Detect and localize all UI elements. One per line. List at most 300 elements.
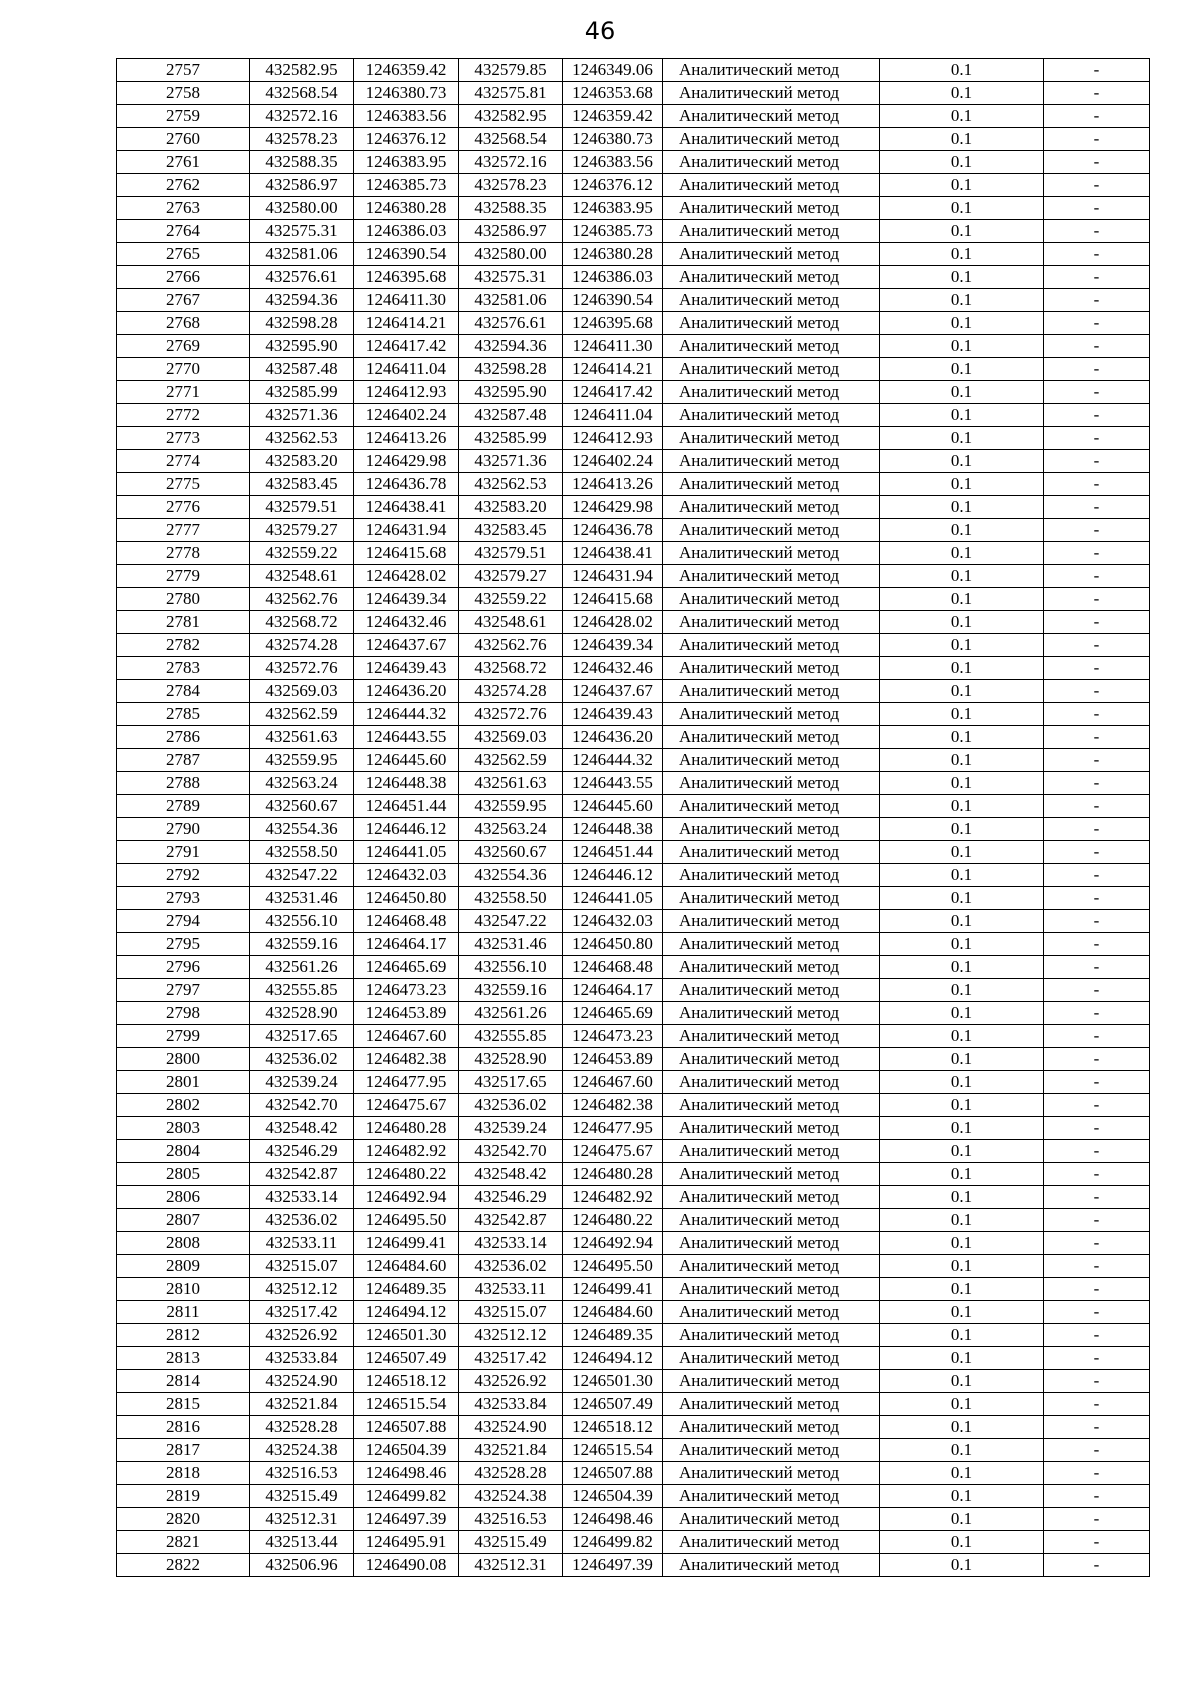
point-number-cell: 2811 [117, 1301, 250, 1324]
y-coordinate-cell: 1246504.39 [354, 1439, 459, 1462]
empty-mark-cell: - [1044, 588, 1150, 611]
table-row [117, 726, 1150, 749]
y-coordinate-cell: 1246411.30 [354, 289, 459, 312]
prev-x-coordinate-cell: 432526.92 [459, 1370, 563, 1393]
y-coordinate-cell: 1246415.68 [354, 542, 459, 565]
prev-x-coordinate-cell: 432588.35 [459, 197, 563, 220]
x-coordinate-cell: 432533.11 [250, 1232, 354, 1255]
empty-mark-cell: - [1044, 657, 1150, 680]
accuracy-cell: 0.1 [880, 680, 1044, 703]
x-coordinate-cell: 432506.96 [250, 1554, 354, 1577]
accuracy-cell: 0.1 [880, 657, 1044, 680]
accuracy-cell: 0.1 [880, 1278, 1044, 1301]
table-row [117, 588, 1150, 611]
prev-y-coordinate-cell: 1246507.88 [563, 1462, 663, 1485]
accuracy-cell: 0.1 [880, 1554, 1044, 1577]
accuracy-cell: 0.1 [880, 542, 1044, 565]
table-row [117, 1439, 1150, 1462]
prev-y-coordinate-cell: 1246411.30 [563, 335, 663, 358]
accuracy-cell: 0.1 [880, 404, 1044, 427]
empty-mark-cell: - [1044, 1255, 1150, 1278]
point-number-cell: 2759 [117, 105, 250, 128]
x-coordinate-cell: 432542.87 [250, 1163, 354, 1186]
table-row [117, 1094, 1150, 1117]
empty-mark-cell: - [1044, 1508, 1150, 1531]
prev-y-coordinate-cell: 1246415.68 [563, 588, 663, 611]
prev-x-coordinate-cell: 432585.99 [459, 427, 563, 450]
y-coordinate-cell: 1246499.82 [354, 1485, 459, 1508]
table-row [117, 59, 1150, 82]
point-number-cell: 2816 [117, 1416, 250, 1439]
x-coordinate-cell: 432563.24 [250, 772, 354, 795]
accuracy-cell: 0.1 [880, 174, 1044, 197]
point-number-cell: 2783 [117, 657, 250, 680]
prev-x-coordinate-cell: 432568.54 [459, 128, 563, 151]
empty-mark-cell: - [1044, 243, 1150, 266]
point-number-cell: 2767 [117, 289, 250, 312]
prev-y-coordinate-cell: 1246359.42 [563, 105, 663, 128]
method-cell: Аналитический метод [663, 542, 880, 565]
prev-y-coordinate-cell: 1246480.22 [563, 1209, 663, 1232]
x-coordinate-cell: 432578.23 [250, 128, 354, 151]
empty-mark-cell: - [1044, 887, 1150, 910]
prev-y-coordinate-cell: 1246499.82 [563, 1531, 663, 1554]
prev-y-coordinate-cell: 1246437.67 [563, 680, 663, 703]
prev-x-coordinate-cell: 432516.53 [459, 1508, 563, 1531]
table-row [117, 1278, 1150, 1301]
empty-mark-cell: - [1044, 427, 1150, 450]
empty-mark-cell: - [1044, 59, 1150, 82]
table-row [117, 404, 1150, 427]
point-number-cell: 2795 [117, 933, 250, 956]
x-coordinate-cell: 432548.61 [250, 565, 354, 588]
table-row [117, 749, 1150, 772]
x-coordinate-cell: 432526.92 [250, 1324, 354, 1347]
prev-x-coordinate-cell: 432569.03 [459, 726, 563, 749]
empty-mark-cell: - [1044, 450, 1150, 473]
prev-x-coordinate-cell: 432579.51 [459, 542, 563, 565]
empty-mark-cell: - [1044, 519, 1150, 542]
x-coordinate-cell: 432587.48 [250, 358, 354, 381]
x-coordinate-cell: 432528.28 [250, 1416, 354, 1439]
y-coordinate-cell: 1246495.50 [354, 1209, 459, 1232]
prev-y-coordinate-cell: 1246504.39 [563, 1485, 663, 1508]
point-number-cell: 2769 [117, 335, 250, 358]
empty-mark-cell: - [1044, 841, 1150, 864]
method-cell: Аналитический метод [663, 1186, 880, 1209]
method-cell: Аналитический метод [663, 174, 880, 197]
prev-y-coordinate-cell: 1246507.49 [563, 1393, 663, 1416]
point-number-cell: 2807 [117, 1209, 250, 1232]
y-coordinate-cell: 1246445.60 [354, 749, 459, 772]
prev-x-coordinate-cell: 432581.06 [459, 289, 563, 312]
method-cell: Аналитический метод [663, 795, 880, 818]
prev-y-coordinate-cell: 1246432.03 [563, 910, 663, 933]
method-cell: Аналитический метод [663, 105, 880, 128]
y-coordinate-cell: 1246439.34 [354, 588, 459, 611]
method-cell: Аналитический метод [663, 1485, 880, 1508]
method-cell: Аналитический метод [663, 59, 880, 82]
x-coordinate-cell: 432547.22 [250, 864, 354, 887]
prev-y-coordinate-cell: 1246482.92 [563, 1186, 663, 1209]
y-coordinate-cell: 1246477.95 [354, 1071, 459, 1094]
point-number-cell: 2814 [117, 1370, 250, 1393]
accuracy-cell: 0.1 [880, 1439, 1044, 1462]
point-number-cell: 2776 [117, 496, 250, 519]
empty-mark-cell: - [1044, 358, 1150, 381]
accuracy-cell: 0.1 [880, 381, 1044, 404]
table-row [117, 1531, 1150, 1554]
point-number-cell: 2805 [117, 1163, 250, 1186]
prev-y-coordinate-cell: 1246441.05 [563, 887, 663, 910]
table-row [117, 1163, 1150, 1186]
y-coordinate-cell: 1246429.98 [354, 450, 459, 473]
prev-y-coordinate-cell: 1246446.12 [563, 864, 663, 887]
x-coordinate-cell: 432513.44 [250, 1531, 354, 1554]
accuracy-cell: 0.1 [880, 703, 1044, 726]
x-coordinate-cell: 432598.28 [250, 312, 354, 335]
accuracy-cell: 0.1 [880, 59, 1044, 82]
accuracy-cell: 0.1 [880, 1117, 1044, 1140]
prev-x-coordinate-cell: 432563.24 [459, 818, 563, 841]
method-cell: Аналитический метод [663, 312, 880, 335]
table-row [117, 933, 1150, 956]
table-row [117, 1485, 1150, 1508]
y-coordinate-cell: 1246380.28 [354, 197, 459, 220]
accuracy-cell: 0.1 [880, 864, 1044, 887]
accuracy-cell: 0.1 [880, 496, 1044, 519]
x-coordinate-cell: 432562.53 [250, 427, 354, 450]
point-number-cell: 2793 [117, 887, 250, 910]
y-coordinate-cell: 1246412.93 [354, 381, 459, 404]
point-number-cell: 2770 [117, 358, 250, 381]
method-cell: Аналитический метод [663, 1508, 880, 1531]
y-coordinate-cell: 1246402.24 [354, 404, 459, 427]
point-number-cell: 2794 [117, 910, 250, 933]
table-row [117, 634, 1150, 657]
y-coordinate-cell: 1246436.20 [354, 680, 459, 703]
x-coordinate-cell: 432579.51 [250, 496, 354, 519]
prev-x-coordinate-cell: 432595.90 [459, 381, 563, 404]
point-number-cell: 2818 [117, 1462, 250, 1485]
table-row [117, 1462, 1150, 1485]
empty-mark-cell: - [1044, 1186, 1150, 1209]
empty-mark-cell: - [1044, 312, 1150, 335]
method-cell: Аналитический метод [663, 818, 880, 841]
prev-x-coordinate-cell: 432542.70 [459, 1140, 563, 1163]
prev-y-coordinate-cell: 1246451.44 [563, 841, 663, 864]
y-coordinate-cell: 1246439.43 [354, 657, 459, 680]
accuracy-cell: 0.1 [880, 1002, 1044, 1025]
table-row [117, 1140, 1150, 1163]
method-cell: Аналитический метод [663, 1347, 880, 1370]
table-row [117, 266, 1150, 289]
table-row [117, 657, 1150, 680]
method-cell: Аналитический метод [663, 1071, 880, 1094]
accuracy-cell: 0.1 [880, 933, 1044, 956]
prev-x-coordinate-cell: 432528.28 [459, 1462, 563, 1485]
x-coordinate-cell: 432586.97 [250, 174, 354, 197]
method-cell: Аналитический метод [663, 634, 880, 657]
prev-x-coordinate-cell: 432515.49 [459, 1531, 563, 1554]
y-coordinate-cell: 1246482.92 [354, 1140, 459, 1163]
accuracy-cell: 0.1 [880, 611, 1044, 634]
empty-mark-cell: - [1044, 1278, 1150, 1301]
accuracy-cell: 0.1 [880, 289, 1044, 312]
accuracy-cell: 0.1 [880, 105, 1044, 128]
prev-x-coordinate-cell: 432572.16 [459, 151, 563, 174]
method-cell: Аналитический метод [663, 151, 880, 174]
y-coordinate-cell: 1246411.04 [354, 358, 459, 381]
method-cell: Аналитический метод [663, 979, 880, 1002]
x-coordinate-cell: 432521.84 [250, 1393, 354, 1416]
empty-mark-cell: - [1044, 749, 1150, 772]
y-coordinate-cell: 1246441.05 [354, 841, 459, 864]
accuracy-cell: 0.1 [880, 910, 1044, 933]
y-coordinate-cell: 1246484.60 [354, 1255, 459, 1278]
accuracy-cell: 0.1 [880, 128, 1044, 151]
point-number-cell: 2775 [117, 473, 250, 496]
x-coordinate-cell: 432517.65 [250, 1025, 354, 1048]
method-cell: Аналитический метод [663, 1370, 880, 1393]
accuracy-cell: 0.1 [880, 1393, 1044, 1416]
point-number-cell: 2791 [117, 841, 250, 864]
y-coordinate-cell: 1246443.55 [354, 726, 459, 749]
prev-x-coordinate-cell: 432579.85 [459, 59, 563, 82]
accuracy-cell: 0.1 [880, 1163, 1044, 1186]
point-number-cell: 2762 [117, 174, 250, 197]
empty-mark-cell: - [1044, 128, 1150, 151]
prev-y-coordinate-cell: 1246386.03 [563, 266, 663, 289]
x-coordinate-cell: 432575.31 [250, 220, 354, 243]
accuracy-cell: 0.1 [880, 887, 1044, 910]
empty-mark-cell: - [1044, 1485, 1150, 1508]
x-coordinate-cell: 432531.46 [250, 887, 354, 910]
point-number-cell: 2809 [117, 1255, 250, 1278]
point-number-cell: 2820 [117, 1508, 250, 1531]
accuracy-cell: 0.1 [880, 1232, 1044, 1255]
point-number-cell: 2757 [117, 59, 250, 82]
empty-mark-cell: - [1044, 197, 1150, 220]
accuracy-cell: 0.1 [880, 1462, 1044, 1485]
accuracy-cell: 0.1 [880, 1485, 1044, 1508]
empty-mark-cell: - [1044, 174, 1150, 197]
prev-y-coordinate-cell: 1246443.55 [563, 772, 663, 795]
x-coordinate-cell: 432569.03 [250, 680, 354, 703]
point-number-cell: 2806 [117, 1186, 250, 1209]
prev-x-coordinate-cell: 432572.76 [459, 703, 563, 726]
method-cell: Аналитический метод [663, 1232, 880, 1255]
prev-x-coordinate-cell: 432547.22 [459, 910, 563, 933]
method-cell: Аналитический метод [663, 680, 880, 703]
y-coordinate-cell: 1246359.42 [354, 59, 459, 82]
prev-y-coordinate-cell: 1246383.95 [563, 197, 663, 220]
x-coordinate-cell: 432583.45 [250, 473, 354, 496]
x-coordinate-cell: 432595.90 [250, 335, 354, 358]
accuracy-cell: 0.1 [880, 151, 1044, 174]
y-coordinate-cell: 1246475.67 [354, 1094, 459, 1117]
x-coordinate-cell: 432512.12 [250, 1278, 354, 1301]
empty-mark-cell: - [1044, 82, 1150, 105]
point-number-cell: 2785 [117, 703, 250, 726]
method-cell: Аналитический метод [663, 1324, 880, 1347]
point-number-cell: 2799 [117, 1025, 250, 1048]
table-row [117, 1324, 1150, 1347]
accuracy-cell: 0.1 [880, 749, 1044, 772]
y-coordinate-cell: 1246385.73 [354, 174, 459, 197]
prev-y-coordinate-cell: 1246413.26 [563, 473, 663, 496]
prev-x-coordinate-cell: 432598.28 [459, 358, 563, 381]
method-cell: Аналитический метод [663, 1462, 880, 1485]
x-coordinate-cell: 432533.84 [250, 1347, 354, 1370]
coordinates-table [116, 58, 1150, 1577]
prev-x-coordinate-cell: 432548.61 [459, 611, 563, 634]
point-number-cell: 2813 [117, 1347, 250, 1370]
prev-y-coordinate-cell: 1246429.98 [563, 496, 663, 519]
method-cell: Аналитический метод [663, 864, 880, 887]
prev-x-coordinate-cell: 432554.36 [459, 864, 563, 887]
empty-mark-cell: - [1044, 1232, 1150, 1255]
method-cell: Аналитический метод [663, 657, 880, 680]
empty-mark-cell: - [1044, 795, 1150, 818]
prev-y-coordinate-cell: 1246494.12 [563, 1347, 663, 1370]
table-row [117, 542, 1150, 565]
accuracy-cell: 0.1 [880, 220, 1044, 243]
y-coordinate-cell: 1246438.41 [354, 496, 459, 519]
table-row [117, 335, 1150, 358]
table-row [117, 611, 1150, 634]
method-cell: Аналитический метод [663, 335, 880, 358]
empty-mark-cell: - [1044, 220, 1150, 243]
table-row [117, 772, 1150, 795]
point-number-cell: 2822 [117, 1554, 250, 1577]
point-number-cell: 2804 [117, 1140, 250, 1163]
prev-y-coordinate-cell: 1246492.94 [563, 1232, 663, 1255]
x-coordinate-cell: 432512.31 [250, 1508, 354, 1531]
prev-y-coordinate-cell: 1246380.28 [563, 243, 663, 266]
table-row [117, 565, 1150, 588]
prev-y-coordinate-cell: 1246475.67 [563, 1140, 663, 1163]
prev-y-coordinate-cell: 1246453.89 [563, 1048, 663, 1071]
prev-x-coordinate-cell: 432574.28 [459, 680, 563, 703]
empty-mark-cell: - [1044, 542, 1150, 565]
y-coordinate-cell: 1246507.49 [354, 1347, 459, 1370]
prev-x-coordinate-cell: 432531.46 [459, 933, 563, 956]
prev-y-coordinate-cell: 1246353.68 [563, 82, 663, 105]
accuracy-cell: 0.1 [880, 1370, 1044, 1393]
empty-mark-cell: - [1044, 1347, 1150, 1370]
y-coordinate-cell: 1246414.21 [354, 312, 459, 335]
method-cell: Аналитический метод [663, 243, 880, 266]
prev-x-coordinate-cell: 432536.02 [459, 1094, 563, 1117]
prev-x-coordinate-cell: 432533.84 [459, 1393, 563, 1416]
prev-y-coordinate-cell: 1246431.94 [563, 565, 663, 588]
point-number-cell: 2819 [117, 1485, 250, 1508]
method-cell: Аналитический метод [663, 358, 880, 381]
point-number-cell: 2779 [117, 565, 250, 588]
y-coordinate-cell: 1246497.39 [354, 1508, 459, 1531]
accuracy-cell: 0.1 [880, 1025, 1044, 1048]
prev-y-coordinate-cell: 1246497.39 [563, 1554, 663, 1577]
prev-x-coordinate-cell: 432517.65 [459, 1071, 563, 1094]
prev-y-coordinate-cell: 1246482.38 [563, 1094, 663, 1117]
x-coordinate-cell: 432559.22 [250, 542, 354, 565]
y-coordinate-cell: 1246495.91 [354, 1531, 459, 1554]
y-coordinate-cell: 1246464.17 [354, 933, 459, 956]
accuracy-cell: 0.1 [880, 956, 1044, 979]
y-coordinate-cell: 1246507.88 [354, 1416, 459, 1439]
x-coordinate-cell: 432548.42 [250, 1117, 354, 1140]
x-coordinate-cell: 432579.27 [250, 519, 354, 542]
table-row [117, 496, 1150, 519]
accuracy-cell: 0.1 [880, 588, 1044, 611]
table-row [117, 956, 1150, 979]
prev-x-coordinate-cell: 432561.26 [459, 1002, 563, 1025]
empty-mark-cell: - [1044, 1094, 1150, 1117]
point-number-cell: 2810 [117, 1278, 250, 1301]
y-coordinate-cell: 1246444.32 [354, 703, 459, 726]
empty-mark-cell: - [1044, 1048, 1150, 1071]
method-cell: Аналитический метод [663, 841, 880, 864]
prev-y-coordinate-cell: 1246501.30 [563, 1370, 663, 1393]
accuracy-cell: 0.1 [880, 634, 1044, 657]
table-row [117, 519, 1150, 542]
method-cell: Аналитический метод [663, 588, 880, 611]
prev-y-coordinate-cell: 1246349.06 [563, 59, 663, 82]
table-row [117, 381, 1150, 404]
x-coordinate-cell: 432536.02 [250, 1209, 354, 1232]
table-row [117, 289, 1150, 312]
x-coordinate-cell: 432536.02 [250, 1048, 354, 1071]
point-number-cell: 2790 [117, 818, 250, 841]
method-cell: Аналитический метод [663, 1531, 880, 1554]
method-cell: Аналитический метод [663, 1209, 880, 1232]
y-coordinate-cell: 1246448.38 [354, 772, 459, 795]
method-cell: Аналитический метод [663, 289, 880, 312]
table-row [117, 358, 1150, 381]
accuracy-cell: 0.1 [880, 450, 1044, 473]
empty-mark-cell: - [1044, 1393, 1150, 1416]
method-cell: Аналитический метод [663, 220, 880, 243]
prev-x-coordinate-cell: 432576.61 [459, 312, 563, 335]
table-row [117, 1508, 1150, 1531]
table-row [117, 1186, 1150, 1209]
y-coordinate-cell: 1246390.54 [354, 243, 459, 266]
accuracy-cell: 0.1 [880, 1048, 1044, 1071]
method-cell: Аналитический метод [663, 749, 880, 772]
prev-x-coordinate-cell: 432546.29 [459, 1186, 563, 1209]
table-row [117, 1025, 1150, 1048]
method-cell: Аналитический метод [663, 1416, 880, 1439]
y-coordinate-cell: 1246501.30 [354, 1324, 459, 1347]
point-number-cell: 2802 [117, 1094, 250, 1117]
x-coordinate-cell: 432558.50 [250, 841, 354, 864]
point-number-cell: 2781 [117, 611, 250, 634]
prev-x-coordinate-cell: 432579.27 [459, 565, 563, 588]
prev-x-coordinate-cell: 432559.22 [459, 588, 563, 611]
y-coordinate-cell: 1246417.42 [354, 335, 459, 358]
point-number-cell: 2796 [117, 956, 250, 979]
prev-y-coordinate-cell: 1246467.60 [563, 1071, 663, 1094]
x-coordinate-cell: 432576.61 [250, 266, 354, 289]
y-coordinate-cell: 1246492.94 [354, 1186, 459, 1209]
empty-mark-cell: - [1044, 404, 1150, 427]
accuracy-cell: 0.1 [880, 312, 1044, 335]
empty-mark-cell: - [1044, 726, 1150, 749]
prev-x-coordinate-cell: 432580.00 [459, 243, 563, 266]
accuracy-cell: 0.1 [880, 243, 1044, 266]
prev-x-coordinate-cell: 432558.50 [459, 887, 563, 910]
